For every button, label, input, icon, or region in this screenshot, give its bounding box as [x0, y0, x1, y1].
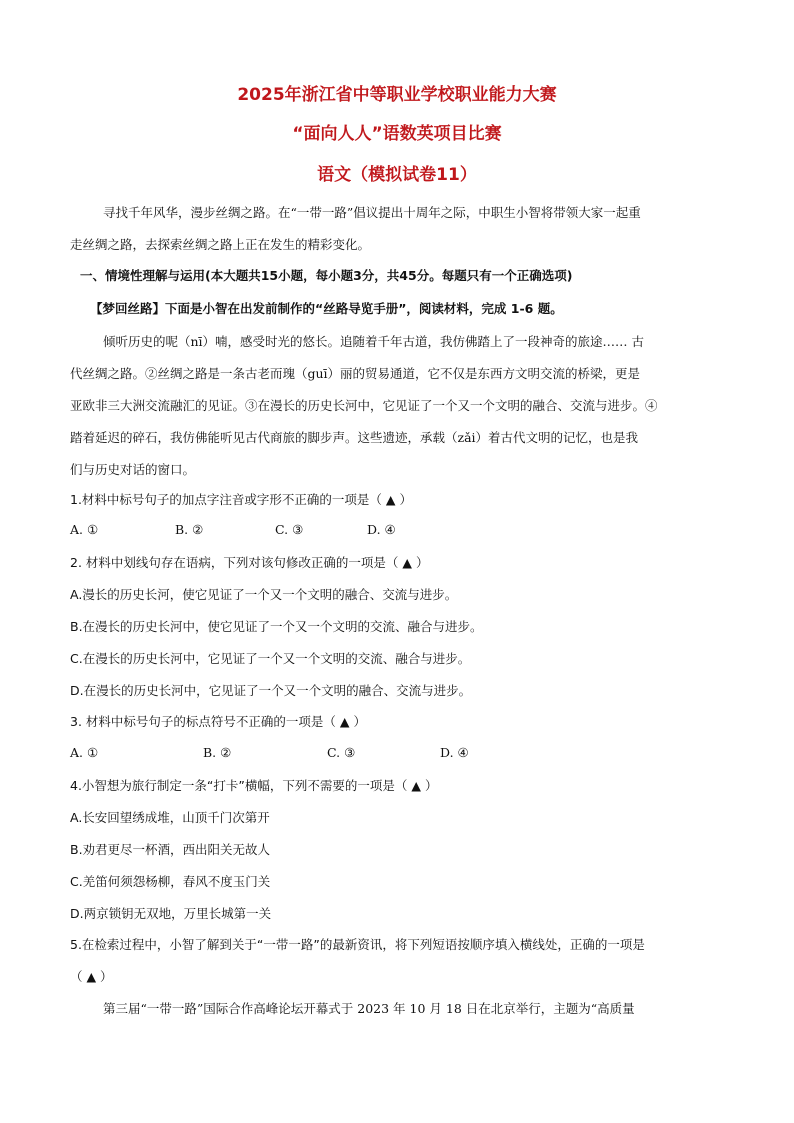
material-line-5: 们与历史对话的窗口。: [70, 462, 196, 477]
question-3-option-d[interactable]: D. ④: [440, 745, 469, 760]
question-1-option-b[interactable]: B. ②: [175, 522, 204, 537]
material-heading: 【梦回丝路】下面是小智在出发前制作的“丝路导览手册”，阅读材料，完成 1-6 题。: [90, 301, 563, 316]
material-line-3: 亚欧非三大洲交流融汇的见证。③在漫长的历史长河中，它见证了一个又一个文明的融合、交流与进步。④: [70, 398, 658, 413]
question-2-option-c[interactable]: C.在漫长的历史长河中，它见证了一个又一个文明的交流、融合与进步。: [70, 651, 471, 666]
question-1-option-a[interactable]: A. ①: [70, 522, 99, 537]
material-line-4: 踏着延迟的碎石，我仿佛能听见古代商旅的脚步声。这些遗迹，承载（zǎi）着古代文明的记忆，也是我: [70, 430, 639, 445]
question-4-option-b[interactable]: B.劝君更尽一杯酒，西出阳关无故人: [70, 842, 271, 857]
question-3-options: [70, 745, 469, 760]
intro-line-2: 走丝绸之路，去探索丝绸之路上正在发生的精彩变化。: [70, 237, 371, 252]
exam-title-subject: 语文（模拟试卷11）: [317, 165, 477, 185]
question-3-option-c[interactable]: C. ③: [327, 745, 356, 760]
question-2-stem: 2. 材料中划线句存在语病，下列对该句修改正确的一项是（ ▲ ）: [70, 555, 429, 570]
material-line-2: 代丝绸之路。②丝绸之路是一条古老而瑰（guī）丽的贸易通道，它不仅是东西方文明交流的桥梁，更是: [70, 366, 641, 381]
question-3-stem: 3. 材料中标号句子的标点符号不正确的一项是（ ▲ ）: [70, 714, 366, 729]
question-2-option-b[interactable]: B.在漫长的历史长河中，使它见证了一个又一个文明的交流、融合与进步。: [70, 619, 483, 634]
exam-title-competition: 2025年浙江省中等职业学校职业能力大赛: [237, 85, 557, 105]
question-4-stem: 4.小智想为旅行制定一条“打卡”横幅，下列不需要的一项是（ ▲ ）: [70, 778, 438, 793]
question-4-option-c[interactable]: C.羌笛何须怨杨柳，春风不度玉门关: [70, 874, 271, 889]
question-5-stem: 5.在检索过程中，小智了解到关于“一带一路”的最新资讯，将下列短语按顺序填入横线处，正确的一项是: [70, 937, 645, 952]
question-4-option-a[interactable]: A.长安回望绣成堆，山顶千门次第开: [70, 810, 270, 825]
question-1-options: [70, 522, 396, 537]
material-line-1: 倾听历史的呢（nī）喃，感受时光的悠长。追随着千年古道，我仿佛踏上了一段神奇的旅途…… 古: [103, 334, 645, 349]
question-3-option-a[interactable]: A. ①: [70, 745, 99, 760]
question-1-stem: 1.材料中标号句子的加点字注音或字形不正确的一项是（ ▲ ）: [70, 492, 412, 507]
question-5-stem-continued: （ ▲ ）: [70, 969, 113, 984]
question-1-option-d[interactable]: D. ④: [367, 522, 396, 537]
exam-title-project: “面向人人”语数英项目比赛: [292, 124, 502, 144]
question-5-passage-line: 第三届“一带一路”国际合作高峰论坛开幕式于 2023 年 10 月 18 日在北京举行，主题为“高质量: [103, 1001, 635, 1016]
question-4-option-d[interactable]: D.两京锁钥无双地，万里长城第一关: [70, 906, 272, 921]
question-2-option-a[interactable]: A.漫长的历史长河，使它见证了一个又一个文明的融合、交流与进步。: [70, 587, 458, 602]
question-2-option-d[interactable]: D.在漫长的历史长河中，它见证了一个又一个文明的融合、交流与进步。: [70, 683, 472, 698]
section-heading: 一、情境性理解与运用(本大题共15小题，每小题3分，共45分。每题只有一个正确选项): [80, 268, 573, 283]
question-1-option-c[interactable]: C. ③: [275, 522, 304, 537]
intro-line-1: 寻找千年风华，漫步丝绸之路。在“一带一路”倡议提出十周年之际，中职生小智将带领大家一起重: [103, 205, 641, 220]
question-3-option-b[interactable]: B. ②: [203, 745, 232, 760]
